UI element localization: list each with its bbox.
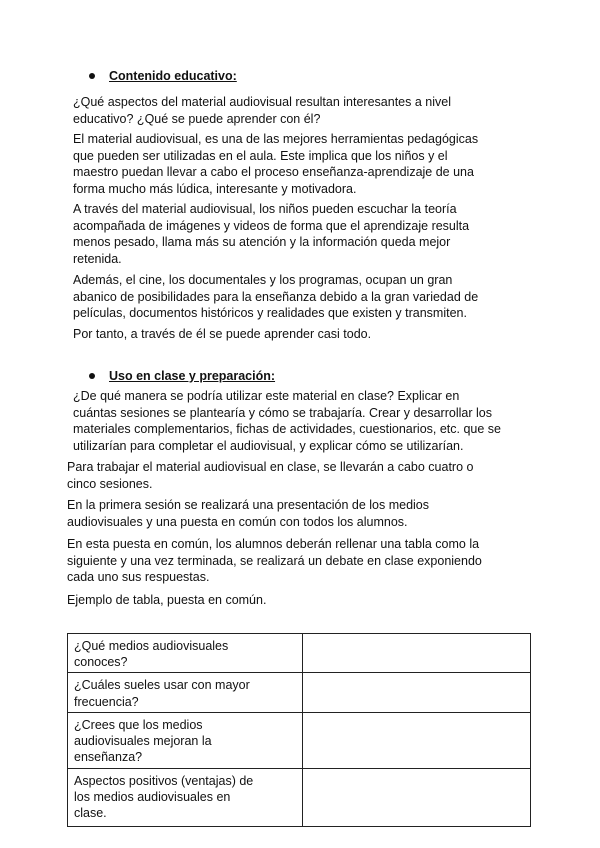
text-line: Por tanto, a través de él se puede aprender casi todo.: [73, 327, 372, 341]
text-line: menos pesado, llama más su atención y la información queda mejor: [73, 235, 451, 250]
text-line: retenida.: [73, 251, 122, 266]
text-line: ¿Qué aspectos del material audiovisual resultan interesantes a nivel: [73, 95, 451, 109]
text-line: cada uno sus respuestas.: [67, 570, 210, 585]
cell-text: los medios audiovisuales en: [74, 790, 231, 805]
bullet-icon: [89, 73, 95, 79]
table-row: [68, 673, 531, 712]
text-line: acompañada de imágenes y videos de forma que el aprendizaje resulta: [73, 218, 470, 233]
paragraph: [67, 536, 482, 586]
text-line: Además, el cine, los documentales y los programas, ocupan un gran: [73, 273, 453, 287]
text-line: cinco sesiones.: [67, 476, 153, 491]
table-row: [68, 712, 531, 768]
text-line: abanico de posibilidades para la enseñanza debido a la gran variedad de: [73, 289, 479, 304]
text-line: En la primera sesión se realizará una presentación de los medios: [67, 498, 429, 512]
text-line: El material audiovisual, es una de las mejores herramientas pedagógicas: [73, 132, 479, 146]
text-line: audiovisuales y una puesta en común con todos los alumnos.: [67, 514, 408, 529]
text-line: cuántas sesiones se plantearía y cómo se trabajaría. Crear y desarrollar los: [73, 405, 492, 420]
text-line: materiales complementarios, fichas de actividades, cuestionarios, etc. que se: [73, 422, 501, 437]
text-line: ¿De qué manera se podría utilizar este material en clase? Explicar en: [73, 389, 460, 403]
questions-table: [67, 633, 531, 827]
answer-cell[interactable]: [303, 768, 531, 826]
question-cell: [68, 712, 303, 768]
bullet-icon: [89, 373, 95, 379]
cell-text: enseñanza?: [74, 750, 143, 765]
text-line: Ejemplo de tabla, puesta en común.: [67, 593, 267, 607]
question-paragraph: [73, 388, 501, 454]
cell-text: audiovisuales mejoran la: [74, 734, 212, 749]
answer-cell[interactable]: [303, 634, 531, 673]
section-heading-contenido: Contenido educativo:: [109, 69, 237, 83]
cell-text: conoces?: [74, 655, 128, 670]
answer-cell[interactable]: [303, 712, 531, 768]
cell-text: ¿Cuáles sueles usar con mayor: [74, 678, 250, 693]
question-paragraph: [73, 94, 451, 127]
text-line: películas, documentos históricos y realidades que existen y transmiten.: [73, 306, 467, 321]
cell-text: ¿Crees que los medios: [74, 717, 203, 732]
text-line: siguiente y una vez terminada, se realizará un debate en clase exponiendo: [67, 553, 482, 568]
section-heading-uso: Uso en clase y preparación:: [109, 369, 276, 383]
paragraph: [67, 497, 429, 530]
paragraph: [73, 201, 469, 267]
text-line: utilizarían para completar el audiovisual, y explicar cómo se utilizarían.: [73, 438, 464, 453]
paragraph: [73, 272, 478, 322]
paragraph: [67, 592, 266, 609]
text-line: A través del material audiovisual, los niños pueden escuchar la teoría: [73, 202, 457, 216]
cell-text: Aspectos positivos (ventajas) de: [74, 773, 254, 788]
table-row: [68, 768, 531, 826]
table-row: [68, 634, 531, 673]
text-line: educativo? ¿Qué se puede aprender con él?: [73, 111, 321, 126]
question-cell: [68, 634, 303, 673]
cell-text: frecuencia?: [74, 694, 139, 709]
text-line: que pueden ser utilizadas en el aula. Este implica que los niños y el: [73, 148, 448, 163]
question-cell: [68, 673, 303, 712]
text-line: maestro puedan llevar a cabo el proceso enseñanza-aprendizaje de una: [73, 165, 474, 180]
cell-text: clase.: [74, 806, 107, 821]
cell-text: ¿Qué medios audiovisuales: [74, 639, 229, 653]
paragraph: [73, 326, 371, 343]
text-line: Para trabajar el material audiovisual en clase, se llevarán a cabo cuatro o: [67, 460, 474, 474]
paragraph: [73, 131, 478, 197]
text-line: forma mucho más lúdica, interesante y motivadora.: [73, 181, 357, 196]
paragraph: [67, 459, 473, 492]
text-line: En esta puesta en común, los alumnos deberán rellenar una tabla como la: [67, 537, 480, 551]
question-cell: [68, 768, 303, 826]
answer-cell[interactable]: [303, 673, 531, 712]
